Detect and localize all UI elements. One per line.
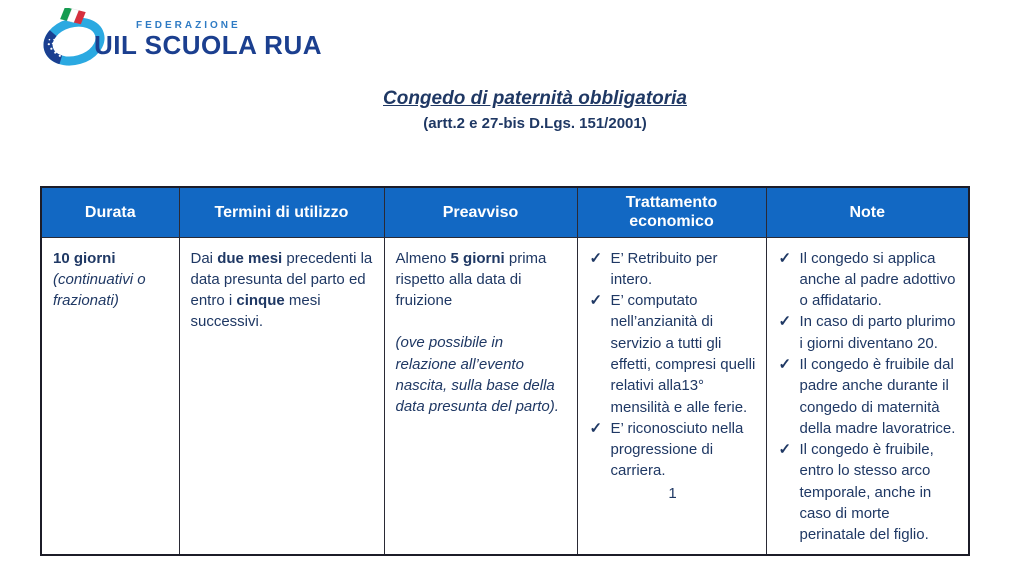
paternity-leave-table [40, 186, 970, 556]
header-termini: Termini di utilizzo [179, 187, 384, 237]
table-body-row [41, 237, 969, 555]
termini-text-bold: cinque [236, 292, 285, 310]
document-title: Congedo di paternità obbligatoria [383, 88, 687, 109]
preavviso-note: (ove possibile in relazione all’evento nascita, sulla base della data presunta del parto). [395, 334, 559, 416]
trattamento-item-text: E’ computato nell’anzianità di servizio a tutti gli effetti, compresi quelli relativi alla13° mensilità e alle ferie. [610, 292, 756, 416]
list-item [778, 439, 960, 545]
header-trattamento: Trattamento economico [577, 187, 766, 237]
list-item [778, 354, 960, 439]
preavviso-paragraph [396, 248, 568, 312]
logo-text [94, 20, 322, 58]
list-item [589, 418, 757, 482]
note-item-text: Il congedo è fruibile, entro lo stesso arco temporale, anche in caso di morte perinatale del figlio. [799, 441, 934, 544]
check-icon: ✓ [589, 292, 603, 310]
preavviso-text-bold: 5 giorni [450, 249, 505, 267]
termini-text: precedenti la data presunta del parto ed entro i [190, 249, 373, 310]
trattamento-item-text: E’ Retribuito per intero. [610, 249, 718, 288]
header-preavviso: Preavviso [384, 187, 577, 237]
check-icon: ✓ [589, 419, 603, 437]
list-item [778, 311, 960, 354]
list-item [589, 248, 757, 291]
note-item-text: Il congedo si applica anche al padre adottivo o affidatario. [799, 249, 956, 310]
cell-note [766, 237, 969, 555]
list-item [589, 290, 757, 418]
termini-text: Dai [190, 249, 218, 267]
preavviso-text: Almeno [395, 249, 451, 267]
check-icon: ✓ [589, 249, 603, 267]
cell-preavviso [384, 237, 577, 555]
cell-durata [41, 237, 179, 555]
check-icon: ✓ [778, 249, 792, 267]
header-durata: Durata [41, 187, 179, 237]
document-subtitle: (artt.2 e 27-bis D.Lgs. 151/2001) [423, 115, 647, 132]
termini-text: mesi successivi. [190, 292, 321, 331]
page-number: 1 [668, 484, 677, 502]
table-header-row [41, 187, 969, 237]
note-item-text: In caso di parto plurimo i giorni diventano 20. [799, 313, 956, 352]
check-icon: ✓ [778, 313, 792, 331]
logo-federazione-label: FEDERAZIONE [136, 20, 241, 31]
list-item [778, 248, 960, 312]
check-icon: ✓ [778, 441, 792, 459]
durata-qualifier: (continuativi o frazionati) [53, 270, 146, 310]
durata-value: 10 giorni [53, 249, 116, 267]
cell-termini [179, 237, 384, 555]
logo-name-label: UIL SCUOLA RUA [94, 30, 322, 60]
termini-text-bold: due mesi [217, 249, 283, 267]
uil-scuola-rua-logo [38, 8, 322, 70]
header-note: Note [766, 187, 969, 237]
trattamento-item-text: E’ riconosciuto nella progressione di carriera. [610, 419, 744, 480]
title-block [46, 88, 1024, 132]
check-icon: ✓ [778, 355, 792, 373]
preavviso-text: prima rispetto alla data di fruizione [395, 249, 547, 310]
note-item-text: Il congedo è fruibile dal padre anche durante il congedo di maternità della madre lavoratrice. [799, 355, 956, 437]
cell-trattamento [577, 237, 766, 555]
